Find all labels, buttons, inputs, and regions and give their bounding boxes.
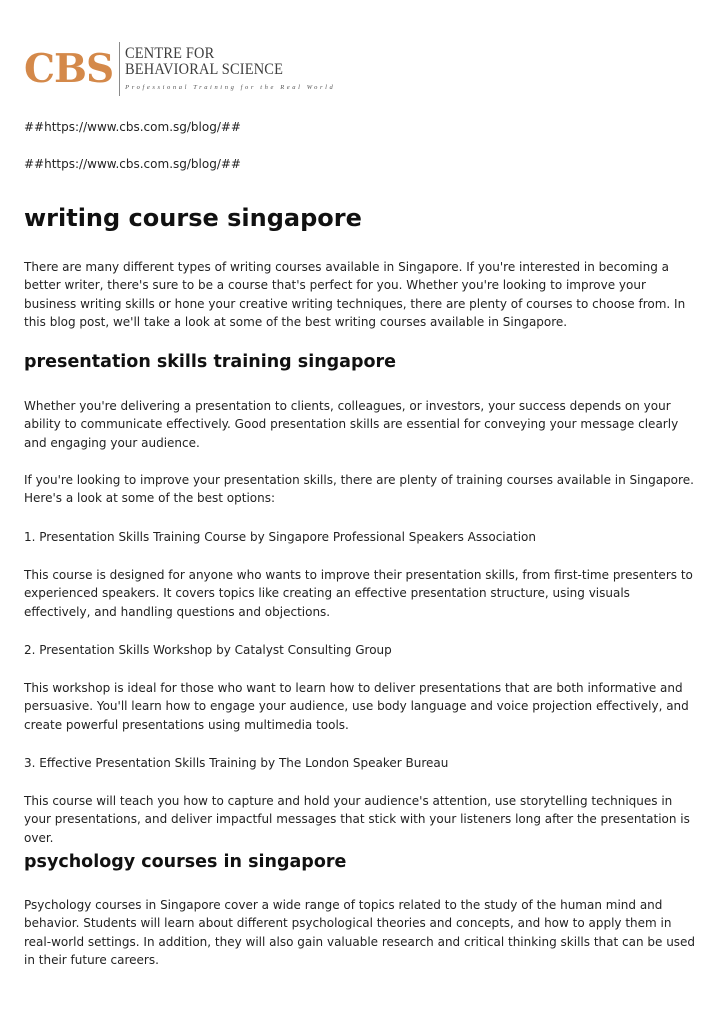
course-item-1: 1. Presentation Skills Training Course by Singapore Professional Speakers Association [24, 530, 536, 544]
logo-mark: CBS [24, 46, 114, 92]
cbs-logo [24, 42, 335, 98]
course-item-3: 3. Effective Presentation Skills Training by The London Speaker Bureau [24, 756, 449, 770]
psychology-paragraph-1: Psychology courses in Singapore cover a wide range of topics related to the study of the human mind and behavior. Students will learn about different psychological theories and concepts, and how to apply them in real-world settings. In addition, they will also gain valuable research and critical thinking skills that can be used in their future careers. [24, 898, 696, 967]
logo-line-2: BEHAVIORAL SCIENCE [125, 61, 284, 78]
logo-divider [119, 42, 120, 96]
course-item-3-desc: This course will teach you how to capture and hold your audience's attention, use storytelling techniques in your presentations, and deliver impactful messages that stick with your listeners long after the presentation is over. [24, 794, 690, 845]
section-heading-psychology: psychology courses in singapore [24, 852, 347, 872]
logo-tagline: Professional Training for the Real World [125, 84, 336, 91]
page-title: writing course singapore [24, 204, 362, 232]
blog-url-2: ##https://www.cbs.com.sg/blog/## [24, 157, 241, 171]
presentation-paragraph-2: If you're looking to improve your presentation skills, there are plenty of training courses available in Singapore. Here's a look at some of the best options: [24, 473, 694, 506]
course-item-2: 2. Presentation Skills Workshop by Catalyst Consulting Group [24, 643, 392, 657]
presentation-paragraph-1: Whether you're delivering a presentation to clients, colleagues, or investors, your success depends on your ability to communicate effectively. Good presentation skills are essential for conveying your message clearly and engaging your audience. [24, 399, 679, 450]
logo-text [125, 42, 335, 91]
intro-paragraph: There are many different types of writing courses available in Singapore. If you're interested in becoming a better writer, there's sure to be a course that's perfect for you. Whether you're looking to improve your business writing skills or hone your creative writing techniques, there are plenty of courses to choose from. In this blog post, we'll take a look at some of the best writing courses available in Singapore. [24, 260, 686, 329]
course-item-2-desc: This workshop is ideal for those who want to learn how to deliver presentations that are both informative and persuasive. You'll learn how to engage your audience, use body language and voice projection effectively, and create powerful presentations using multimedia tools. [24, 681, 689, 732]
blog-url-1: ##https://www.cbs.com.sg/blog/## [24, 120, 241, 134]
course-item-1-desc: This course is designed for anyone who wants to improve their presentation skills, from first-time presenters to experienced speakers. It covers topics like creating an effective presentation structure, using visuals effectively, and handling questions and objections. [24, 568, 693, 619]
logo-line-1: CENTRE FOR [125, 45, 215, 62]
section-heading-presentation: presentation skills training singapore [24, 352, 397, 372]
